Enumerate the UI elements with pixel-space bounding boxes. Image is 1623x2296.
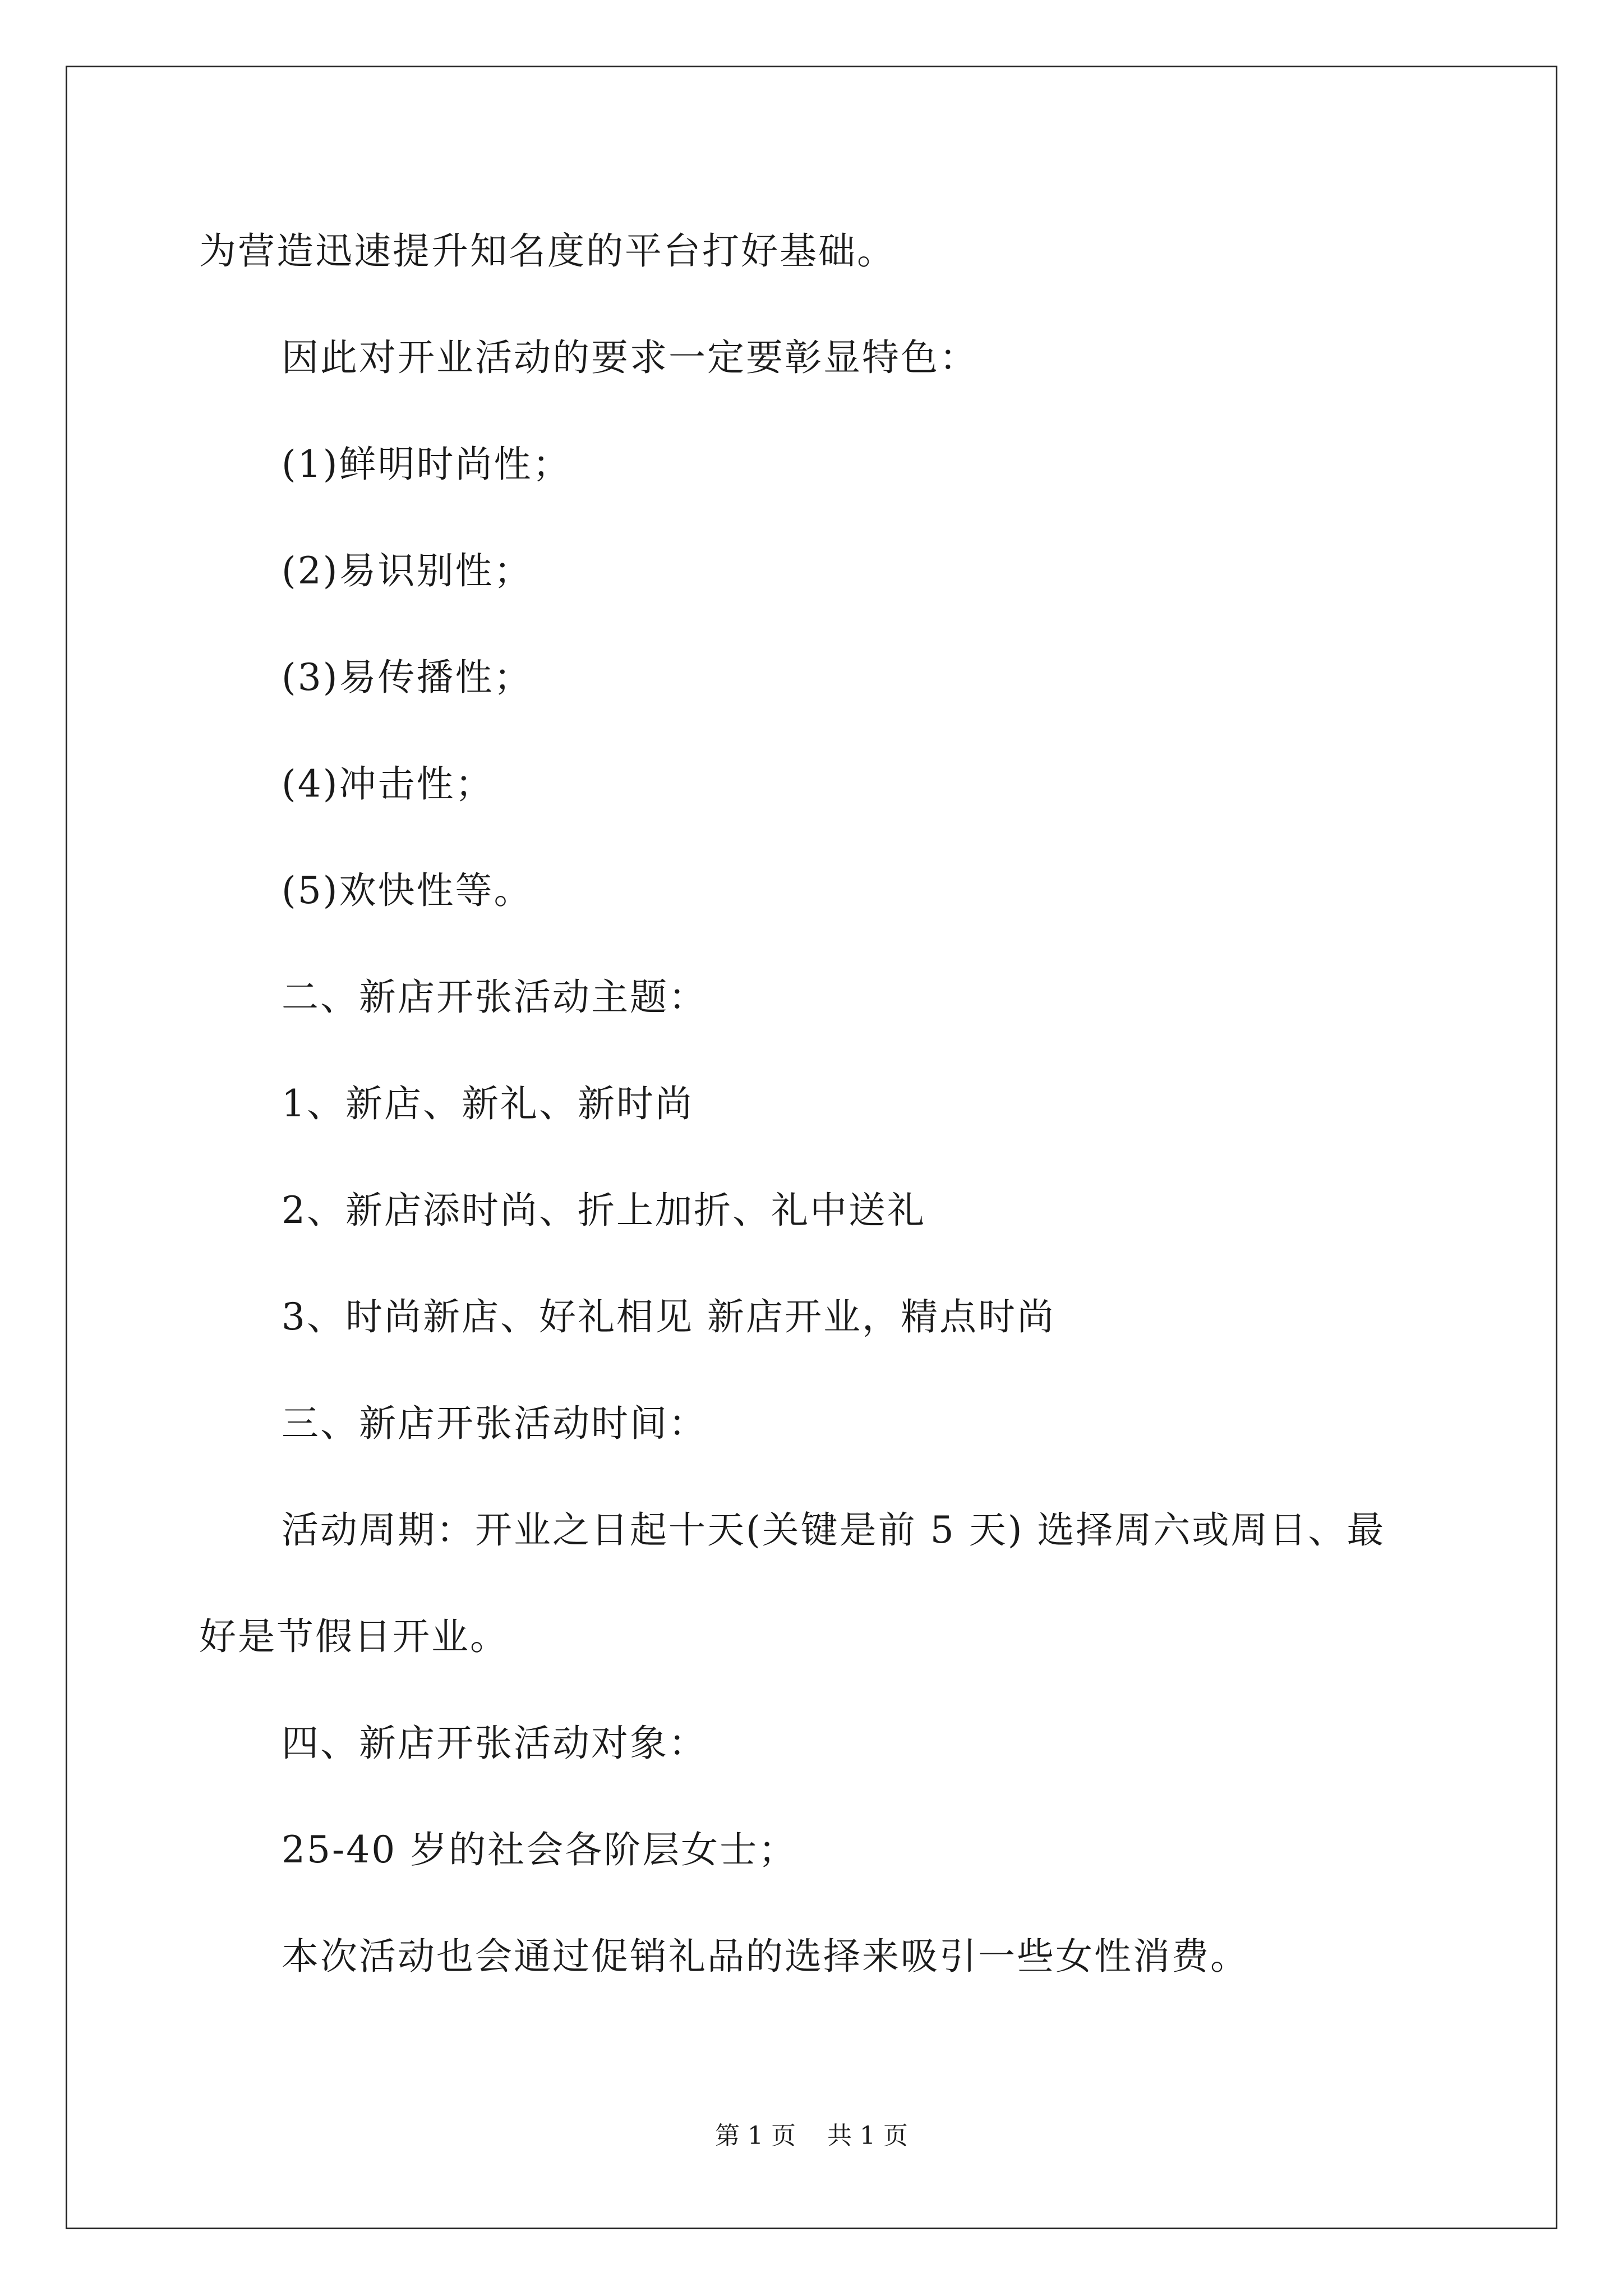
paragraph-line: 本次活动也会通过促销礼品的选择来吸引一些女性消费。 <box>282 1935 1249 1978</box>
paragraph-line: 活动周期：开业之日起十天(关键是前 5 天) 选择周六或周日、最 <box>282 1508 1386 1552</box>
list-item: (2)易识别性； <box>282 549 533 592</box>
page-border <box>66 66 1557 2229</box>
list-item: 2、新店添时尚、折上加折、礼中送礼 <box>282 1189 926 1232</box>
paragraph-line: 25-40 岁的社会各阶层女士； <box>282 1828 797 1871</box>
list-item: (3)易传播性； <box>282 656 533 699</box>
paragraph-line: 因此对开业活动的要求一定要彰显特色： <box>282 336 978 379</box>
section-heading: 二、新店开张活动主题： <box>282 976 707 1019</box>
section-heading: 四、新店开张活动对象： <box>282 1722 707 1765</box>
section-heading: 三、新店开张活动时间： <box>282 1402 707 1445</box>
list-item: (5)欢快性等。 <box>282 869 533 912</box>
paragraph-line: 好是节假日开业。 <box>199 1615 509 1658</box>
page-number-footer: 第 1 页 共 1 页 <box>715 2122 908 2150</box>
list-item: 1、新店、新礼、新时尚 <box>282 1082 694 1125</box>
paragraph-line: 为营造迅速提升知名度的平台打好基础。 <box>199 229 896 273</box>
list-item: (4)冲击性； <box>282 762 494 806</box>
list-item: (1)鲜明时尚性； <box>282 443 571 486</box>
list-item: 3、时尚新店、好礼相见 新店开业，精点时尚 <box>282 1295 1055 1338</box>
